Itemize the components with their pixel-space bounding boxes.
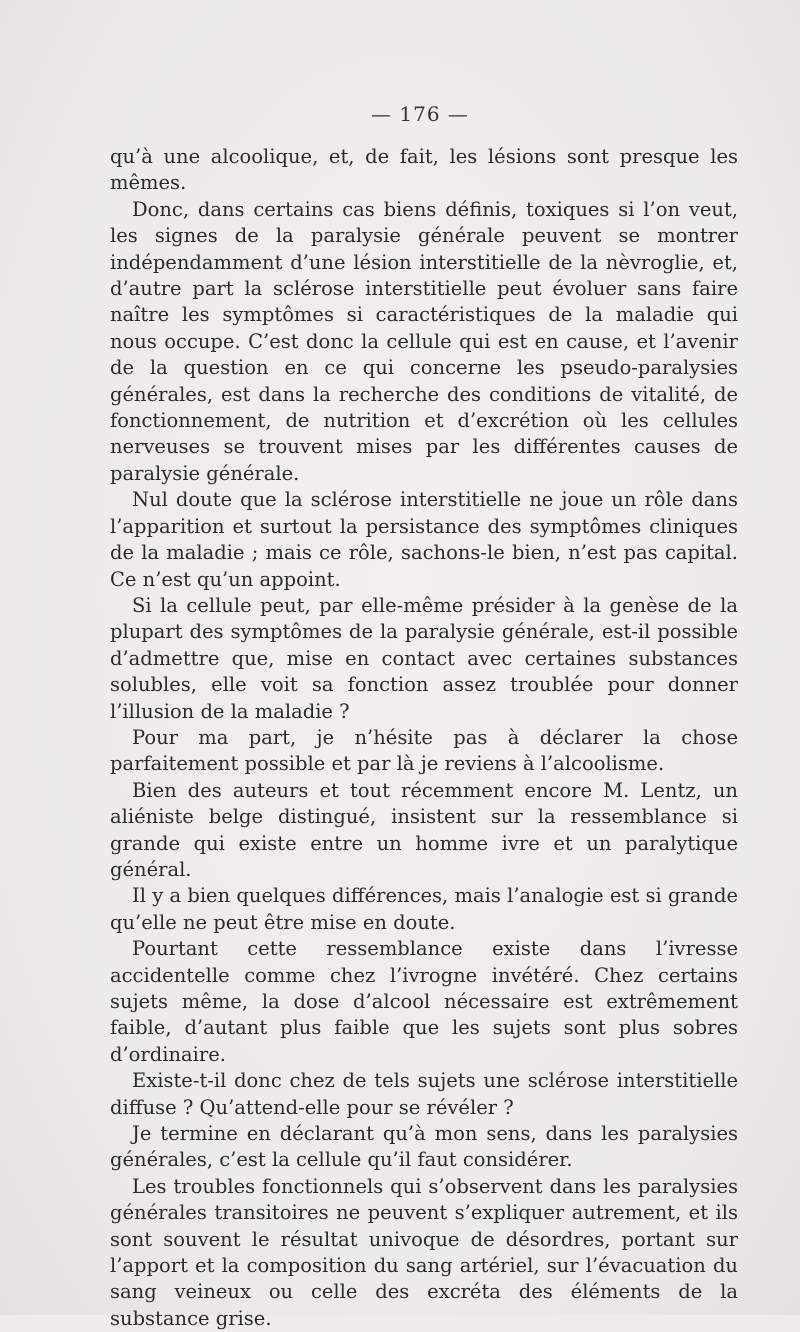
paragraph: qu’à une alcoolique, et, de fait, les lésions sont presque les mêmes.	[110, 145, 738, 195]
paragraph: Nul doute que la sclérose interstitielle ne joue un rôle dans l’apparition et surtout la persistance des symptômes cliniques de la maladie ; mais ce rôle, sachons-le bien, n’est pas capital. Ce n’est qu’un appoint.	[110, 488, 738, 591]
paragraph: Pourtant cette ressemblance existe dans l’ivresse accidentelle comme chez l’ivrogne invétéré. Chez certains sujets même, la dose d’alcool nécessaire est extrêmement faible, d’autant plus faible que les sujets sont plus sobres d’ordinaire.	[110, 937, 738, 1066]
page-number: — 176 —	[371, 102, 469, 126]
paragraph: Bien des auteurs et tout récemment encore M. Lentz, un aliéniste belge distingué, insistent sur la ressemblance si grande qui existe entre un homme ivre et un paralytique général.	[110, 778, 738, 881]
paragraph: Les troubles fonctionnels qui s’observent dans les paralysies générales transitoires ne peuvent s’expliquer autrement, et ils sont souvent le résultat univoque de désordres, portant sur l’apport et la composition du sang artériel, sur l’évacuation du sang veineux ou celle des excréta des éléments de la substance grise.	[110, 1174, 738, 1330]
paragraph: Si la cellule peut, par elle-même présider à la genèse de la plupart des symptômes de la paralysie générale, est-il possible d’admettre que, mise en contact avec certaines substances solubles, elle voit sa fonction assez troublée pour donner l’illusion de la maladie ?	[110, 593, 738, 723]
paragraph: Il y a bien quelques différences, mais l’analogie est si grande qu’elle ne peut être mise en doute.	[110, 884, 738, 934]
paragraph: Je termine en déclarant qu’à mon sens, dans les paralysies générales, c’est la cellule qu’il faut considérer.	[110, 1122, 738, 1172]
paragraph: Donc, dans certains cas biens définis, toxiques si l’on veut, les signes de la paralysie générale peuvent se montrer indépendamment d’une lésion interstitielle de la nèvroglie, et, d’autre part la sclérose interstitielle peut évoluer sans faire naître les symptômes si caractéristiques de la maladie qui nous occupe. C’est donc la cellule qui est en cause, et l’avenir de la question en ce qui concerne les pseudo-paralysies générales, est dans la recherche des conditions de vitalité, de fonctionnement, de nutrition et d’excrétion où les cellules nerveuses se trouvent mises par les différentes causes de paralysie générale.	[110, 197, 738, 485]
paragraph: Existe-t-il donc chez de tels sujets une sclérose interstitielle diffuse ? Qu’attend-elle pour se révéler ?	[110, 1069, 738, 1119]
paragraph: Pour ma part, je n’hésite pas à déclarer la chose parfaitement possible et par là je reviens à l’alcoolisme.	[110, 725, 738, 776]
body-text	[110, 144, 738, 1332]
